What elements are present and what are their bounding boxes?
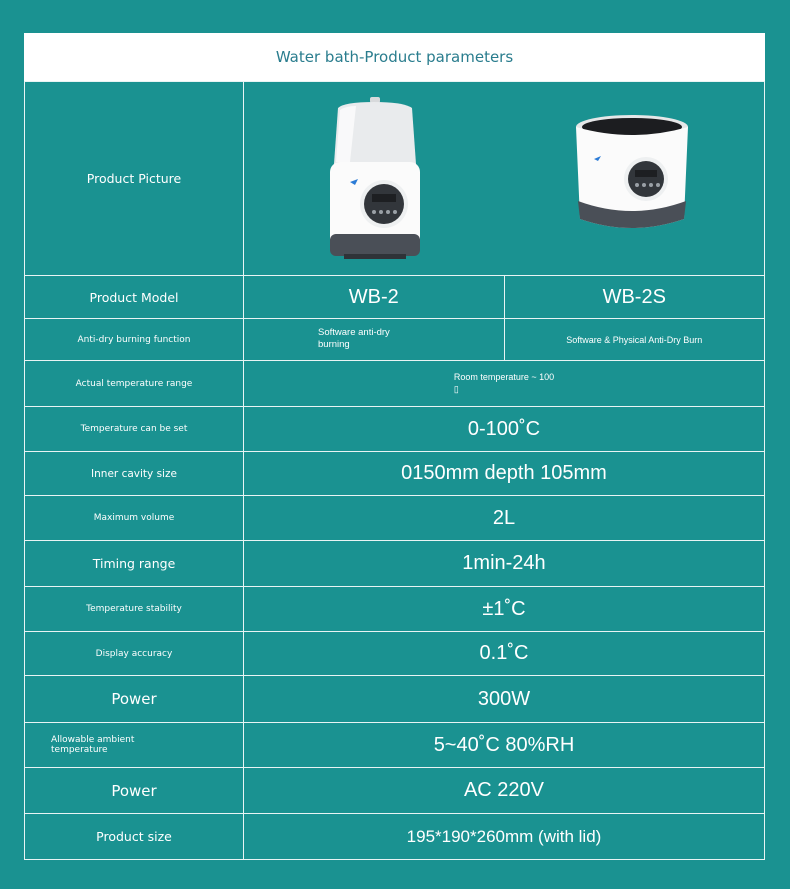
parameter-table [24, 81, 765, 860]
row-actual-temp [25, 361, 765, 407]
label-set-temp: Temperature can be set [25, 407, 244, 452]
label-product-picture: Product Picture [25, 82, 244, 276]
value-power: 300W [244, 676, 765, 723]
row-product-model [25, 276, 765, 319]
parameter-sheet [24, 33, 765, 860]
label-product-model: Product Model [25, 276, 244, 319]
label-anti-dry: Anti-dry burning function [25, 319, 244, 361]
value-set-temp: 0-100˚C [244, 407, 765, 452]
label-timing: Timing range [25, 541, 244, 587]
label-ambient: Allowable ambient temperature [25, 723, 244, 768]
row-cavity [25, 452, 765, 496]
label-cavity: Inner cavity size [25, 452, 244, 496]
value-actual-temp: Room temperature ~ 100 [453, 371, 555, 382]
label-power-supply: Power [25, 768, 244, 814]
value-antidry-wb2: Software anti-dry burning [318, 327, 390, 350]
value-power-supply: AC 220V [244, 768, 765, 814]
value-stability: ±1˚C [244, 587, 765, 632]
value-product-size: 195*190*260mm (with lid) [244, 814, 765, 860]
label-volume: Maximum volume [25, 496, 244, 541]
label-stability: Temperature stability [25, 587, 244, 632]
row-set-temp [25, 407, 765, 452]
row-display-accuracy [25, 632, 765, 676]
value-actual-temp-unit: ▯ [453, 383, 459, 394]
row-volume [25, 496, 765, 541]
label-display-accuracy: Display accuracy [25, 632, 244, 676]
row-anti-dry [25, 319, 765, 361]
row-timing [25, 541, 765, 587]
row-ambient [25, 723, 765, 768]
value-antidry-wb2s: Software & Physical Anti-Dry Burn [504, 319, 765, 361]
water-bath-wb2s-icon [564, 109, 704, 249]
value-cavity: 0150mm depth 105mm [244, 452, 765, 496]
sheet-title: Water bath-Product parameters [24, 33, 765, 81]
label-product-size: Product size [25, 814, 244, 860]
label-actual-temp: Actual temperature range [25, 361, 244, 407]
row-power-supply [25, 768, 765, 814]
value-ambient: 5~40˚C 80%RH [244, 723, 765, 768]
value-timing: 1min-24h [244, 541, 765, 587]
value-model-wb2: WB-2 [244, 276, 505, 319]
product-picture-cell [244, 82, 765, 276]
water-bath-wb2-icon [304, 94, 444, 264]
value-model-wb2s: WB-2S [504, 276, 765, 319]
value-display-accuracy: 0.1˚C [244, 632, 765, 676]
row-power [25, 676, 765, 723]
row-stability [25, 587, 765, 632]
label-power: Power [25, 676, 244, 723]
row-product-picture [25, 82, 765, 276]
value-volume: 2L [244, 496, 765, 541]
row-product-size [25, 814, 765, 860]
